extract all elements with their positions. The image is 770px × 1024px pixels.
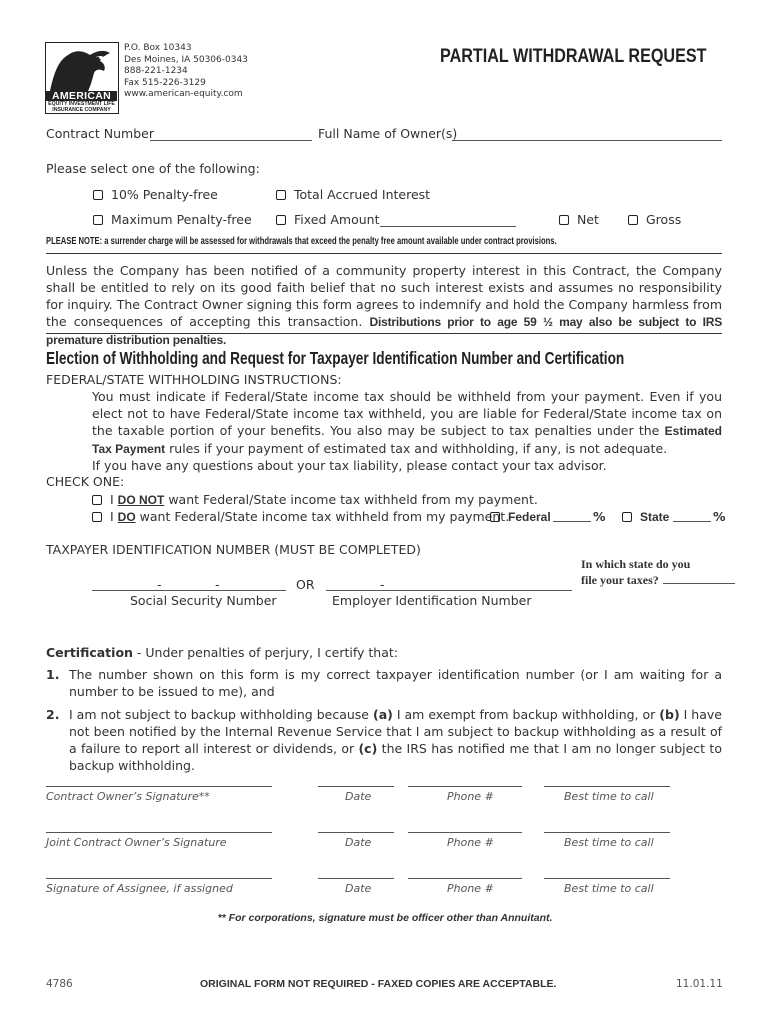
federal-percent-field[interactable] — [553, 521, 591, 522]
cert-number-1: 1. — [46, 667, 60, 682]
phone-label: Phone # — [447, 790, 494, 803]
ssn-dash: - — [157, 577, 162, 592]
ssn-field[interactable] — [92, 590, 286, 591]
best-time-field[interactable] — [544, 832, 670, 833]
community-property-text: Unless the Company has been notified of a community property interest in this Contract, the Company shall be entitled to rely on its good faith belief that no such interest exists and assumes no responsibility for inquiry. The Contract Owner signing this form agrees to indemnify and hold the Company harmless from the consequences of accepting this transaction. Distributions prior to age 59 ½ may also be subject to IRS premature distribution penalties. — [46, 263, 722, 347]
phone-field[interactable] — [408, 832, 522, 833]
tax-advisor-text: If you have any questions about your tax liability, please contact your tax advisor. — [92, 458, 607, 473]
best-time-field[interactable] — [544, 878, 670, 879]
signature-field[interactable] — [46, 832, 272, 833]
state-percent-field[interactable] — [673, 521, 711, 522]
form-number: 4786 — [46, 978, 73, 990]
date-field[interactable] — [318, 832, 394, 833]
state-percent-sign: % — [713, 509, 726, 524]
checkbox-federal[interactable] — [490, 512, 500, 522]
option-no-withholding[interactable]: I DO NOT want Federal/State income tax withheld from my payment. — [92, 491, 538, 509]
phone-label: Phone # — [447, 882, 494, 895]
checkbox-gross[interactable] — [628, 215, 638, 225]
withholding-subhead: FEDERAL/STATE WITHHOLDING INSTRUCTIONS: — [46, 372, 342, 387]
option-state[interactable]: State — [622, 508, 669, 526]
option-total-interest[interactable]: Total Accrued Interest — [276, 186, 430, 203]
divider — [46, 253, 722, 254]
ein-label: Employer Identification Number — [332, 593, 532, 608]
best-time-label: Best time to call — [564, 882, 654, 895]
checkbox-total-interest[interactable] — [276, 190, 286, 200]
phone-field[interactable] — [408, 786, 522, 787]
signature-field[interactable] — [46, 878, 272, 879]
checkbox-no-withholding[interactable] — [92, 495, 102, 505]
faxed-copies-note: ORIGINAL FORM NOT REQUIRED - FAXED COPIES ARE ACCEPTABLE. — [200, 978, 557, 990]
contract-number-label: Contract Number — [46, 126, 154, 141]
tin-heading: TAXPAYER IDENTIFICATION NUMBER (MUST BE COMPLETED) — [46, 542, 421, 557]
option-net[interactable]: Net — [559, 211, 599, 228]
eagle-icon — [46, 43, 117, 93]
option-fixed-amount[interactable]: Fixed Amount — [276, 211, 380, 228]
ssn-dash: - — [215, 577, 220, 592]
logo-sub2: INSURANCE COMPANY — [52, 107, 111, 113]
revision-date: 11.01.11 — [676, 978, 723, 990]
option-withholding[interactable]: I DO want Federal/State income tax withheld from my payment. — [92, 508, 509, 526]
ein-dash: - — [380, 577, 385, 592]
signature-field[interactable] — [46, 786, 272, 787]
checkbox-withholding[interactable] — [92, 512, 102, 522]
divider — [46, 333, 722, 334]
signature-label: Contract Owner’s Signature** — [46, 790, 210, 803]
best-time-label: Best time to call — [564, 836, 654, 849]
date-label: Date — [345, 790, 372, 803]
company-address: P.O. Box 10343 Des Moines, IA 50306-0343 888-221-1234 Fax 515-226-3129 www.american-equity.com — [124, 43, 248, 99]
checkbox-fixed-amount[interactable] — [276, 215, 286, 225]
cert-item-1: The number shown on this form is my correct taxpayer identification number (or I am waiting for a number to be issued to me), and — [69, 667, 722, 699]
cert-item-2: I am not subject to backup withholding because (a) I am exempt from backup withholding, or (b) I have not been notified by the Internal Revenue Service that I am subject to backup withholding as a result of a failure to report all interest or dividends, or (c) the IRS has notified me that I am no longer subject to backup withholding. — [69, 707, 722, 773]
option-gross[interactable]: Gross — [628, 211, 681, 228]
certification-intro: Certification - Under penalties of perjury, I certify that: — [46, 645, 398, 660]
signature-label: Signature of Assignee, if assigned — [46, 882, 233, 895]
withholding-heading: Election of Withholding and Request for Taxpayer Identification Number and Certification — [46, 348, 625, 368]
owner-name-label: Full Name of Owner(s) — [318, 126, 458, 141]
or-label: OR — [296, 577, 315, 592]
tax-state-field[interactable] — [663, 573, 735, 584]
federal-percent-sign: % — [593, 509, 606, 524]
owner-name-field[interactable] — [452, 140, 722, 141]
logo-sub1: EQUITY INVESTMENT LIFE — [48, 101, 115, 107]
surrender-note: PLEASE NOTE: a surrender charge will be assessed for withdrawals that exceed the penalty free amount available under contract provisions. — [46, 236, 557, 247]
date-label: Date — [345, 882, 372, 895]
phone-field[interactable] — [408, 878, 522, 879]
date-label: Date — [345, 836, 372, 849]
option-federal[interactable]: Federal — [490, 508, 551, 526]
ssn-label: Social Security Number — [130, 593, 277, 608]
ein-field[interactable] — [326, 590, 572, 591]
options-prompt: Please select one of the following: — [46, 161, 260, 176]
checkbox-max-penalty-free[interactable] — [93, 215, 103, 225]
signature-label: Joint Contract Owner’s Signature — [46, 836, 227, 849]
checkbox-net[interactable] — [559, 215, 569, 225]
logo-name: AMERICAN — [46, 91, 117, 101]
date-field[interactable] — [318, 786, 394, 787]
check-one-label: CHECK ONE: — [46, 474, 125, 489]
checkbox-state[interactable] — [622, 512, 632, 522]
best-time-label: Best time to call — [564, 790, 654, 803]
company-logo — [45, 42, 119, 114]
page-title: PARTIAL WITHDRAWAL REQUEST — [440, 46, 707, 67]
option-penalty-free[interactable]: 10% Penalty-free — [93, 186, 218, 203]
date-field[interactable] — [318, 878, 394, 879]
contract-number-field[interactable] — [150, 140, 312, 141]
withholding-instructions: You must indicate if Federal/State income tax should be withheld from your payment. Even if you elect not to have Federal/State income tax withheld, you are liable for Federal/State income tax on the taxable portion of your benefits. You also may be subject to tax penalties under the Estimated Tax Payment rules if your payment of estimated tax and withholding, if any, is not adequate. — [92, 389, 722, 456]
tax-state-question: In which state do you file your taxes? — [581, 556, 735, 588]
phone-label: Phone # — [447, 836, 494, 849]
best-time-field[interactable] — [544, 786, 670, 787]
corporation-note: ** For corporations, signature must be officer other than Annuitant. — [217, 912, 553, 924]
fixed-amount-field[interactable] — [380, 226, 516, 227]
option-max-penalty-free[interactable]: Maximum Penalty-free — [93, 211, 252, 228]
cert-number-2: 2. — [46, 707, 60, 722]
checkbox-penalty-free[interactable] — [93, 190, 103, 200]
